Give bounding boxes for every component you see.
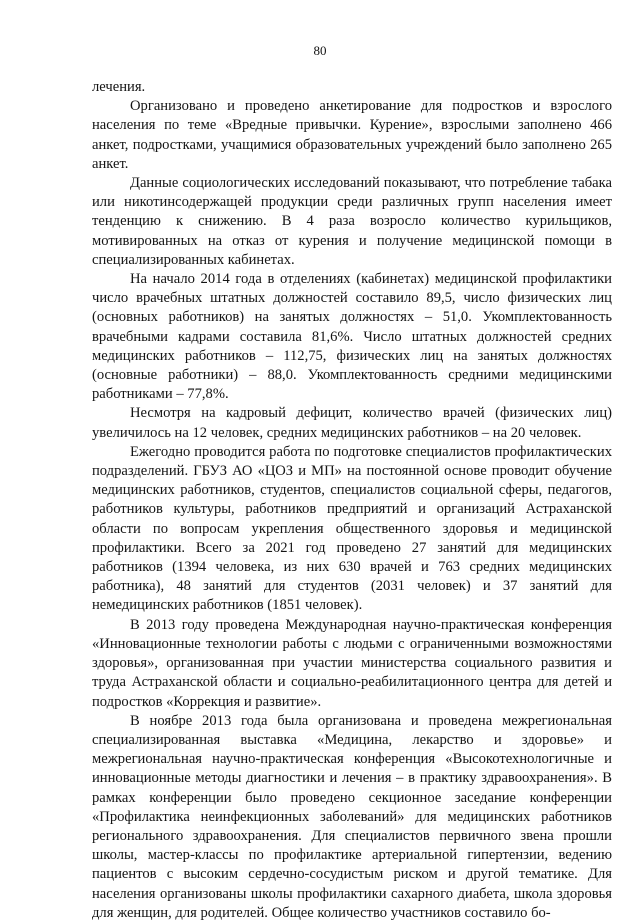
paragraph-survey: Организовано и проведено анкетирование для подростков и взрослого населения по теме «Вредные привычки. Курение», взрослыми заполнено 466 анкет, подростками, учащимися образовательных учреждений было заполнено 265 анкет. (92, 98, 612, 172)
paragraph-exhibition-2013: В ноябре 2013 года была организована и проведена межрегиональная специализированная выставка «Медицина, лекарство и здоровье» и межрегиональная научно-практическая конференция «Высокотехнологичные и инновационные методы диагностики и лечения – в практику здравоохранения». В рамках конференции было проведено секционное заседание конференции «Профилактика неинфекционных заболеваний» для медицинских работников регионального здравоохранения. Для специалистов первичного звена прошли школы, мастер-классы по профилактике артериальной гипертензии, ведению пациентов с высоким сердечно-сосудистым риском и другой тематике. Для населения организованы школы профилактики сахарного диабета, школа здоровья для женщин, для родителей. Общее количество участников составило бо- (92, 712, 612, 921)
paragraph-conference-2013: В 2013 году проведена Международная научно-практическая конференция «Инновационные технологии работы с людьми с ограниченными возможностями здоровья», организованная при участии министерства социального развития и труда Астраханской области и социально-реабилитационного центра для детей и подростков «Коррекция и развитие». (92, 616, 612, 710)
paragraph-staff-increase: Несмотря на кадровый дефицит, количество врачей (физических лиц) увеличилось на 12 человек, средних медицинских работников – на 20 человек. (92, 405, 612, 441)
paragraph-staffing: На начало 2014 года в отделениях (кабинетах) медицинской профилактики число врачебных штатных должностей составило 89,5, число физических лиц (основных работников) на занятых должностях – 51,0. Укомплектованность врачебными кадрами составила 81,6%. Число штатных должностей средних медицинских работников – 112,75, физических лиц на занятых должностях (основные работники) – 88,0. Укомплектованность средними медицинскими работниками – 77,8%. (92, 271, 612, 403)
paragraph-sociological-research: Данные социологических исследований показывают, что потребление табака или никотинсодержащей продукции среди различных групп населения имеет тенденцию к снижению. В 4 раза возросло количество курильщиков, мотивированных на отказ от курения и получение медицинской помощи в специализированных кабинетах. (92, 175, 612, 268)
paragraph-continuation: лечения. (92, 79, 146, 95)
paragraph-training: Ежегодно проводится работа по подготовке специалистов профилактических подразделений. ГБУЗ АО «ЦОЗ и МП» на постоянной основе проводит обучение медицинских работников, студентов, специалистов социальной сферы, педагогов, работников культуры, работников предприятий и организаций Астраханской области по вопросам укрепления общественного здоровья и медицинской профилактики. Всего за 2021 год проведено 27 занятий для медицинских работников (1394 человека, из них 630 врачей и 763 средних медицинских работника), 48 занятий для студентов (2031 человек) и 37 занятий для немедицинских работников (1851 человек). (92, 443, 612, 614)
page-number: 80 (313, 43, 327, 58)
body-text (92, 78, 612, 923)
